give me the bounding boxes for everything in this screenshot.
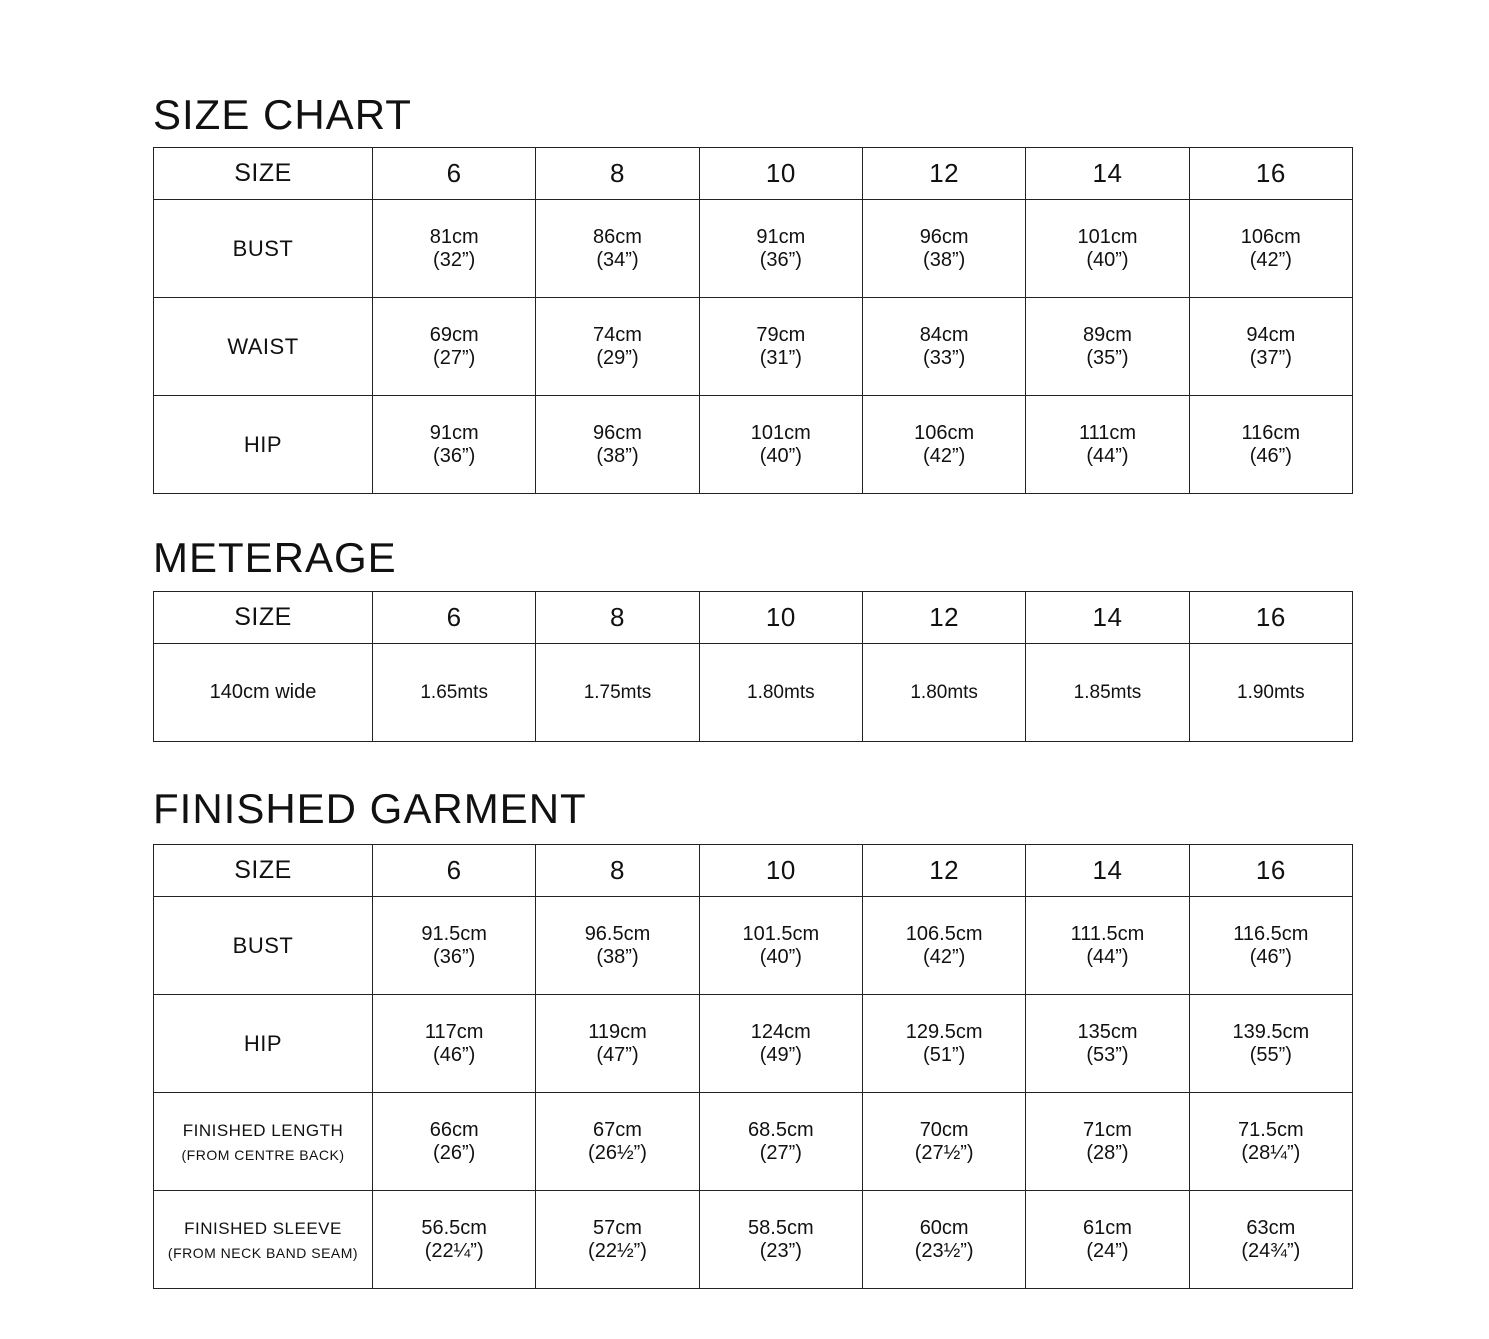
cm-value: 96cm — [919, 225, 969, 248]
inch-value: (31”) — [759, 346, 802, 369]
cm-value: 81cm — [429, 225, 479, 248]
inch-value: (49”) — [759, 1043, 802, 1066]
inch-value: (47”) — [596, 1043, 639, 1066]
size-chart-size-12-header: 12 — [862, 148, 1025, 200]
size-chart-row-label — [154, 396, 373, 494]
finished-garment-size-8-header: 8 — [536, 845, 699, 897]
finished-garment-measurement-cell — [1026, 995, 1189, 1093]
inch-value: (27½”) — [914, 1141, 974, 1164]
finished-garment-measurement-cell — [699, 897, 862, 995]
inch-value: (27”) — [433, 346, 476, 369]
size-chart-row-label — [154, 200, 373, 298]
size-chart-measurement-cell — [536, 298, 699, 396]
cm-value: 116.5cm — [1233, 922, 1309, 945]
finished-garment-measurement-cell — [536, 1093, 699, 1191]
finished-garment-measurement-cell — [862, 897, 1025, 995]
inch-value: (28¼”) — [1241, 1141, 1301, 1164]
finished-garment-header-row — [154, 845, 1353, 897]
finished-garment-measurement-cell — [1026, 897, 1189, 995]
inch-value: (55”) — [1249, 1043, 1292, 1066]
finished-garment-row-sublabel-text: (FROM CENTRE BACK) — [181, 1146, 345, 1163]
finished-garment-measurement-cell — [536, 1191, 699, 1289]
size-chart-measurement-cell — [1026, 396, 1189, 494]
cm-value: 91cm — [429, 421, 479, 444]
table-row — [154, 995, 1353, 1093]
inch-value: (42”) — [1249, 248, 1292, 271]
size-chart-size-6-header: 6 — [373, 148, 536, 200]
cm-value: 71cm — [1083, 1118, 1132, 1141]
cm-value: 116cm — [1241, 421, 1301, 444]
size-chart-measurement-cell — [1189, 298, 1352, 396]
inch-value: (40”) — [759, 444, 802, 467]
finished-garment-measurement-cell — [1026, 1093, 1189, 1191]
finished-garment-measurement-cell — [1189, 1191, 1352, 1289]
cm-value: 61cm — [1083, 1216, 1132, 1239]
cm-value: 139.5cm — [1232, 1020, 1310, 1043]
meterage-size-8-header: 8 — [536, 592, 699, 644]
size-chart-row-label — [154, 298, 373, 396]
meterage-size-12-header: 12 — [862, 592, 1025, 644]
finished-garment-size-10-header: 10 — [699, 845, 862, 897]
cm-value: 60cm — [919, 1216, 969, 1239]
finished-garment-size-16-header: 16 — [1189, 845, 1352, 897]
inch-value: (26½”) — [588, 1141, 647, 1164]
table-row — [154, 897, 1353, 995]
cm-value: 94cm — [1246, 323, 1296, 346]
finished-garment-measurement-cell — [699, 1093, 862, 1191]
cm-value: 89cm — [1083, 323, 1132, 346]
inch-value: (33”) — [923, 346, 966, 369]
cm-value: 63cm — [1246, 1216, 1296, 1239]
cm-value: 91.5cm — [421, 922, 487, 945]
size-chart-measurement-cell — [373, 298, 536, 396]
cm-value: 129.5cm — [905, 1020, 983, 1043]
finished-garment-row-label — [154, 1191, 373, 1289]
inch-value: (37”) — [1249, 346, 1292, 369]
inch-value: (23”) — [759, 1239, 802, 1262]
size-chart-measurement-cell — [862, 298, 1025, 396]
finished-garment-row-label-text: FINISHED LENGTH — [182, 1120, 344, 1140]
finished-garment-row-label-text: HIP — [243, 1030, 283, 1056]
cm-value: 106cm — [1240, 225, 1301, 248]
size-chart-size-10-header: 10 — [699, 148, 862, 200]
cm-value: 111.5cm — [1070, 922, 1145, 945]
cm-value: 69cm — [429, 323, 479, 346]
size-chart-row-label-text: BUST — [232, 235, 294, 261]
inch-value: (46”) — [1249, 444, 1292, 467]
finished-garment-row-label — [154, 1093, 373, 1191]
table-row — [154, 1191, 1353, 1289]
inch-value: (36”) — [433, 945, 476, 968]
finished-garment-measurement-cell — [1189, 1093, 1352, 1191]
table-row — [154, 644, 1353, 742]
size-chart-measurement-cell — [1189, 200, 1352, 298]
inch-value: (36”) — [759, 248, 802, 271]
inch-value: (22¼”) — [424, 1239, 484, 1262]
cm-value: 84cm — [919, 323, 969, 346]
cm-value: 74cm — [593, 323, 642, 346]
cm-value: 135cm — [1077, 1020, 1138, 1043]
cm-value: 79cm — [756, 323, 806, 346]
finished-garment-measurement-cell — [373, 995, 536, 1093]
inch-value: (36”) — [433, 444, 476, 467]
cm-value: 58.5cm — [748, 1216, 814, 1239]
cm-value: 101.5cm — [742, 922, 820, 945]
size-chart-measurement-cell — [1026, 298, 1189, 396]
finished-garment-measurement-cell — [862, 1191, 1025, 1289]
inch-value: (24¾”) — [1241, 1239, 1301, 1262]
size-chart-measurement-cell — [862, 396, 1025, 494]
inch-value: (22½”) — [588, 1239, 647, 1262]
finished-garment-title: FINISHED GARMENT — [153, 785, 587, 832]
cm-value: 101cm — [1077, 225, 1138, 248]
meterage-value-cell: 1.75mts — [536, 644, 699, 742]
cm-value: 68.5cm — [748, 1118, 814, 1141]
finished-garment-size-14-header: 14 — [1026, 845, 1189, 897]
size-chart-measurement-cell — [373, 200, 536, 298]
inch-value: (40”) — [759, 945, 802, 968]
size-chart-header-row — [154, 148, 1353, 200]
meterage-value-cell: 1.80mts — [862, 644, 1025, 742]
size-chart-measurement-cell — [1189, 396, 1352, 494]
cm-value: 119cm — [588, 1020, 647, 1043]
size-chart-table — [153, 147, 1353, 494]
size-chart-size-14-header: 14 — [1026, 148, 1189, 200]
table-row — [154, 396, 1353, 494]
finished-garment-measurement-cell — [1189, 995, 1352, 1093]
finished-garment-row-sublabel-text: (FROM NECK BAND SEAM) — [167, 1244, 359, 1261]
cm-value: 106.5cm — [905, 922, 983, 945]
meterage-header-row — [154, 592, 1353, 644]
inch-value: (44”) — [1086, 444, 1129, 467]
cm-value: 66cm — [429, 1118, 479, 1141]
finished-garment-measurement-cell — [1189, 897, 1352, 995]
cm-value: 117cm — [424, 1020, 484, 1043]
inch-value: (35”) — [1086, 346, 1129, 369]
inch-value: (51”) — [923, 1043, 966, 1066]
inch-value: (42”) — [923, 945, 966, 968]
finished-garment-measurement-cell — [699, 1191, 862, 1289]
finished-garment-measurement-cell — [373, 897, 536, 995]
meterage-size-10-header: 10 — [699, 592, 862, 644]
cm-value: 57cm — [593, 1216, 642, 1239]
cm-value: 56.5cm — [421, 1216, 487, 1239]
finished-garment-size-6-header: 6 — [373, 845, 536, 897]
finished-garment-measurement-cell — [862, 995, 1025, 1093]
finished-garment-size-header: SIZE — [154, 845, 373, 897]
cm-value: 86cm — [593, 225, 642, 248]
cm-value: 71.5cm — [1238, 1118, 1304, 1141]
inch-value: (38”) — [923, 248, 966, 271]
inch-value: (42”) — [923, 444, 966, 467]
meterage-value-cell: 1.65mts — [373, 644, 536, 742]
finished-garment-row-label — [154, 897, 373, 995]
meterage-size-header: SIZE — [154, 592, 373, 644]
inch-value: (24”) — [1086, 1239, 1129, 1262]
size-chart-size-16-header: 16 — [1189, 148, 1352, 200]
finished-garment-measurement-cell — [699, 995, 862, 1093]
finished-garment-measurement-cell — [373, 1093, 536, 1191]
meterage-size-16-header: 16 — [1189, 592, 1352, 644]
meterage-row-label: 140cm wide — [154, 644, 373, 742]
size-chart-measurement-cell — [1026, 200, 1189, 298]
size-chart-measurement-cell — [373, 396, 536, 494]
size-chart-title: SIZE CHART — [153, 91, 412, 138]
finished-garment-measurement-cell — [536, 897, 699, 995]
size-chart-measurement-cell — [536, 200, 699, 298]
inch-value: (29”) — [596, 346, 639, 369]
inch-value: (26”) — [433, 1141, 476, 1164]
size-chart-measurement-cell — [699, 200, 862, 298]
inch-value: (40”) — [1086, 248, 1129, 271]
inch-value: (28”) — [1086, 1141, 1129, 1164]
cm-value: 96.5cm — [584, 922, 651, 945]
inch-value: (38”) — [596, 444, 639, 467]
meterage-title: METERAGE — [153, 534, 397, 581]
inch-value: (46”) — [433, 1043, 476, 1066]
finished-garment-size-12-header: 12 — [862, 845, 1025, 897]
finished-garment-row-label-text: FINISHED SLEEVE — [184, 1218, 342, 1238]
size-chart-measurement-cell — [536, 396, 699, 494]
size-chart-measurement-cell — [699, 396, 862, 494]
finished-garment-row-label-text: BUST — [232, 932, 294, 958]
size-chart-size-8-header: 8 — [536, 148, 699, 200]
inch-value: (27”) — [759, 1141, 802, 1164]
inch-value: (23½”) — [914, 1239, 974, 1262]
size-chart-row-label-text: HIP — [243, 431, 283, 457]
finished-garment-row-label — [154, 995, 373, 1093]
size-chart-size-header: SIZE — [154, 148, 373, 200]
inch-value: (53”) — [1086, 1043, 1129, 1066]
cm-value: 67cm — [593, 1118, 642, 1141]
table-row — [154, 1093, 1353, 1191]
table-row — [154, 298, 1353, 396]
cm-value: 111cm — [1078, 421, 1136, 444]
cm-value: 101cm — [750, 421, 811, 444]
meterage-size-14-header: 14 — [1026, 592, 1189, 644]
meterage-value-cell: 1.90mts — [1189, 644, 1352, 742]
meterage-table — [153, 591, 1353, 742]
inch-value: (34”) — [596, 248, 639, 271]
size-chart-row-label-text: WAIST — [227, 333, 299, 359]
cm-value: 124cm — [750, 1020, 811, 1043]
size-chart-measurement-cell — [862, 200, 1025, 298]
meterage-value-cell: 1.80mts — [699, 644, 862, 742]
cm-value: 70cm — [919, 1118, 969, 1141]
cm-value: 91cm — [756, 225, 806, 248]
finished-garment-measurement-cell — [536, 995, 699, 1093]
inch-value: (38”) — [596, 945, 639, 968]
table-row — [154, 200, 1353, 298]
meterage-value-cell: 1.85mts — [1026, 644, 1189, 742]
inch-value: (44”) — [1086, 945, 1129, 968]
finished-garment-measurement-cell — [1026, 1191, 1189, 1289]
cm-value: 96cm — [593, 421, 642, 444]
cm-value: 106cm — [914, 421, 975, 444]
finished-garment-table — [153, 844, 1353, 1289]
inch-value: (32”) — [433, 248, 476, 271]
meterage-size-6-header: 6 — [373, 592, 536, 644]
inch-value: (46”) — [1249, 945, 1292, 968]
finished-garment-measurement-cell — [373, 1191, 536, 1289]
finished-garment-measurement-cell — [862, 1093, 1025, 1191]
size-chart-measurement-cell — [699, 298, 862, 396]
